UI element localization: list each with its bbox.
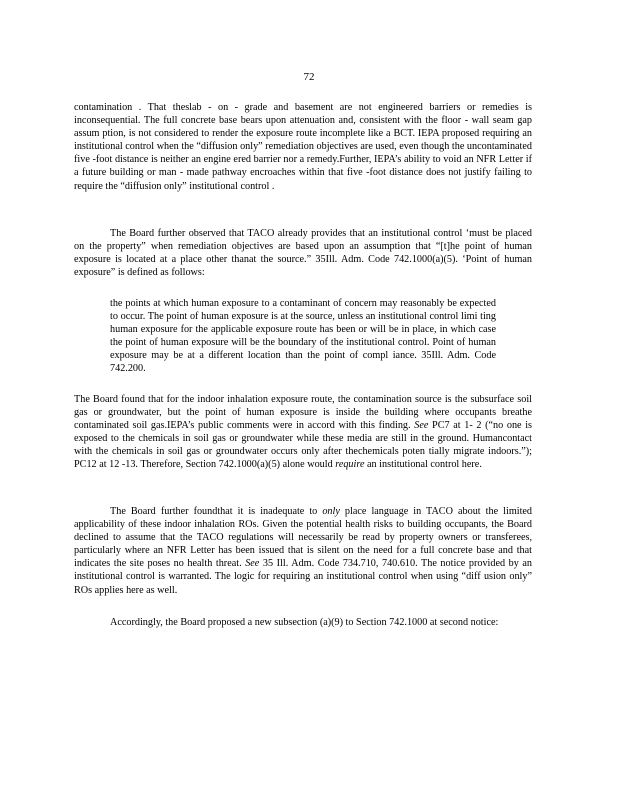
paragraph-text: 35 Ill. Adm. Code 734.710, 740.610. The notice provided by an institutional control is warranted. The logic for requiring an institutional control when using “diff usion only” ROs applies here as well. (74, 558, 533, 596)
paragraph-accordingly: Accordingly, the Board proposed a new subsection (a)(9) to Section 742.1000 at second notice: (110, 617, 499, 628)
paragraph-text: an institutional control here. (367, 459, 482, 471)
emphasis-only: only (322, 506, 340, 517)
paragraph-text: The Board further foundthat it is inadequate to (110, 506, 318, 517)
see-signal: See (414, 420, 429, 432)
see-signal: See (245, 558, 260, 570)
paragraph-board-observed: The Board further observed that TACO already provides that an institutional control ‘must be placed on the property” when remediation objectives are based upon an assumption that “[t]he point of human exposure is located at a place other thanat the source.” 35Ill. Adm. Code 742.1000(a)(5). ‘Point of human exposure” is defined as follows: (74, 228, 532, 279)
paragraph-text: place language in TACO about the limited applicability of these indoor inhalation ROs. Given the potential health risks to building occupants, the Board declined to assume that the TACO regulations will necessarily be read by property owners or transferees, particularly where an NFR Letter has been issued that is silent on the need for a full concrete base and that indicates the site poses no health threat. (74, 506, 533, 570)
paragraph-text: The Board found that for the indoor inhalation exposure route, the contamination source is the subsurface soil gas or groundwater, but the point of human exposure is inside the building where occupants breathe contaminated soil gas.IEPA’s public comments were in accord with this finding. (74, 394, 532, 432)
paragraph-text: PC7 at 1- 2 (“no one is exposed to the chemicals in soil gas or groundwater while these media are still in the ground. Humancontact with the chemicals in soil gas or groundwater occurs only after thechemicals poten tially migrate indoors.”); PC12 at 12 -13. Therefore, Section 742.1000(a)(5) alone would (74, 420, 533, 471)
paragraph-contamination: contamination . That theslab - on - grade and basement are not engineered barriers or remedies is inconsequential. The full concrete base bears upon attenuation and, consistent with the floor - wall seam gap assum ption, is not considered to render the exposure route incomplete like a BCT. IEPA proposed requiring an institutional control when the “diffusion only” remediation objectives are used, even though the uncontaminated five -foot distance is neither an engine ered barrier nor a remedy.Further, IEPA’s ability to void an NFR Letter if a future building or man - made pathway encroaches within that five -foot distance does not justify failing to require the “diffusion only” institutional control . (74, 102, 532, 192)
paragraph-board-found (74, 393, 532, 472)
block-quote-definition: the points at which human exposure to a contaminant of concern may reasonably be expected to occur. The point of human exposure is at the source, unless an institutional control limi ting human exposure for the applicable exposure route has been or will be in place, in which case the point of human exposure will be the boundary of the institutional control. Point of human exposure may be at a different location than the point of compl iance. 35Ill. Adm. Code 742.200. (110, 298, 496, 375)
paragraph-inadequate (74, 505, 532, 597)
emphasis-require: require (335, 459, 365, 471)
page-number: 72 (303, 71, 315, 83)
